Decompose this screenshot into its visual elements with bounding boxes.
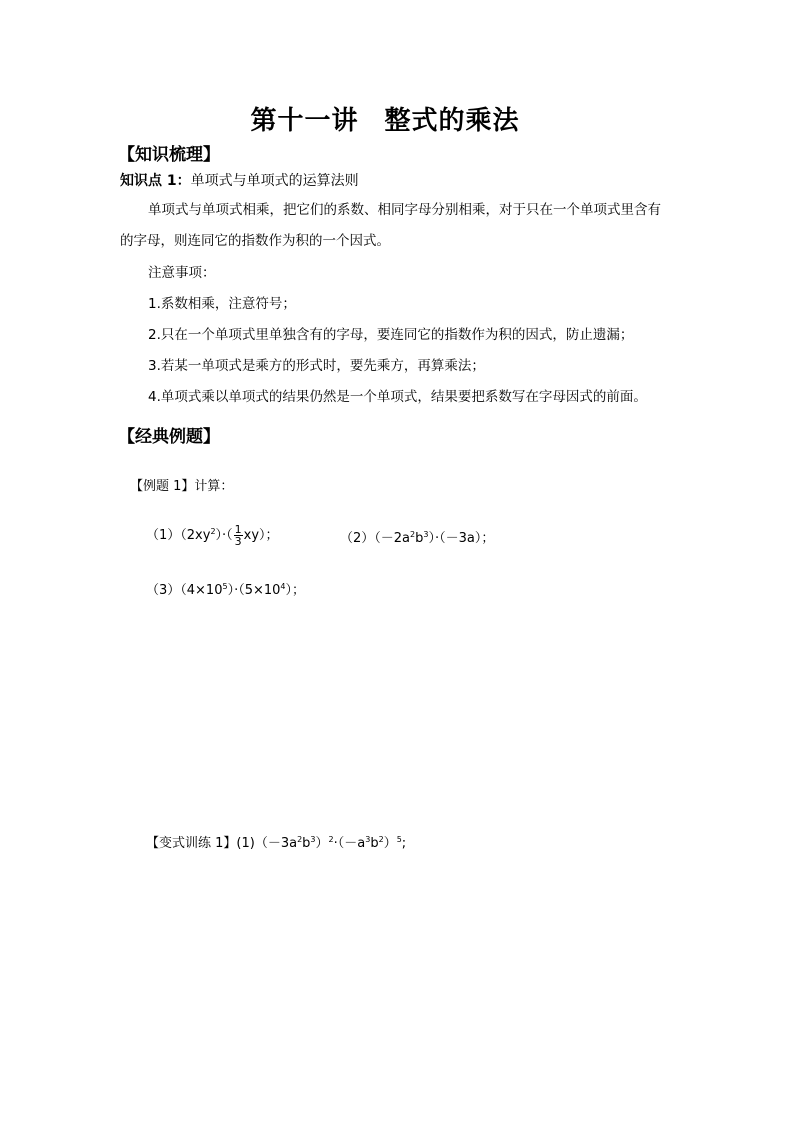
variant-training-1: 【变式训练 1】$(1)(-3a^2b^3)^2\cdot(-a^3b^2)^5$; bbox=[146, 835, 407, 851]
fraction: $\frac{1}{3}$ bbox=[234, 523, 242, 548]
example-1-problem-3: $(3)(4\times 10^5)\cdot(5\times 10^4)$； bbox=[146, 582, 306, 598]
section-heading-examples: 【经典例题】 bbox=[118, 427, 220, 447]
knowledge-point-line bbox=[120, 170, 359, 190]
notes-heading: 注意事项： bbox=[148, 265, 216, 281]
rule-paragraph-line1: 单项式与单项式相乘，把它们的系数、相同字母分别相乘，对于只在一个单项式里含有 bbox=[148, 202, 661, 218]
example-1-label: 【例题 1】计算： bbox=[130, 479, 234, 494]
example-1-problem-2: $(2)(-2a^2b^3)\cdot(-3a)$； bbox=[340, 530, 495, 546]
variant-training-1-label: 【变式训练 1】 bbox=[146, 836, 237, 851]
note-item: 4.单项式乘以单项式的结果仍然是一个单项式，结果要把系数写在字母因式的前面。 bbox=[148, 389, 647, 405]
note-item: 1.系数相乘，注意符号； bbox=[148, 296, 296, 312]
section-heading-knowledge: 【知识梳理】 bbox=[118, 145, 220, 165]
rule-paragraph-line2: 的字母，则连同它的指数作为积的一个因式。 bbox=[120, 233, 390, 249]
knowledge-point-text: 单项式与单项式的运算法则 bbox=[190, 173, 359, 189]
page-title bbox=[0, 100, 770, 137]
knowledge-point-label: 知识点 1： bbox=[120, 173, 191, 189]
note-item: 3.若某一单项式是乘方的形式时，要先乘方，再算乘法； bbox=[148, 358, 485, 374]
title-lecture-number: 第十一讲 bbox=[250, 106, 359, 136]
title-topic: 整式的乘法 bbox=[384, 106, 520, 136]
example-1-problem-1: $(1)(2xy^2)\cdot$（ $\frac{1}{3}$ xy）； bbox=[146, 523, 279, 548]
note-item: 2.只在一个单项式里单独含有的字母，要连同它的指数作为积的因式，防止遗漏； bbox=[148, 327, 634, 343]
